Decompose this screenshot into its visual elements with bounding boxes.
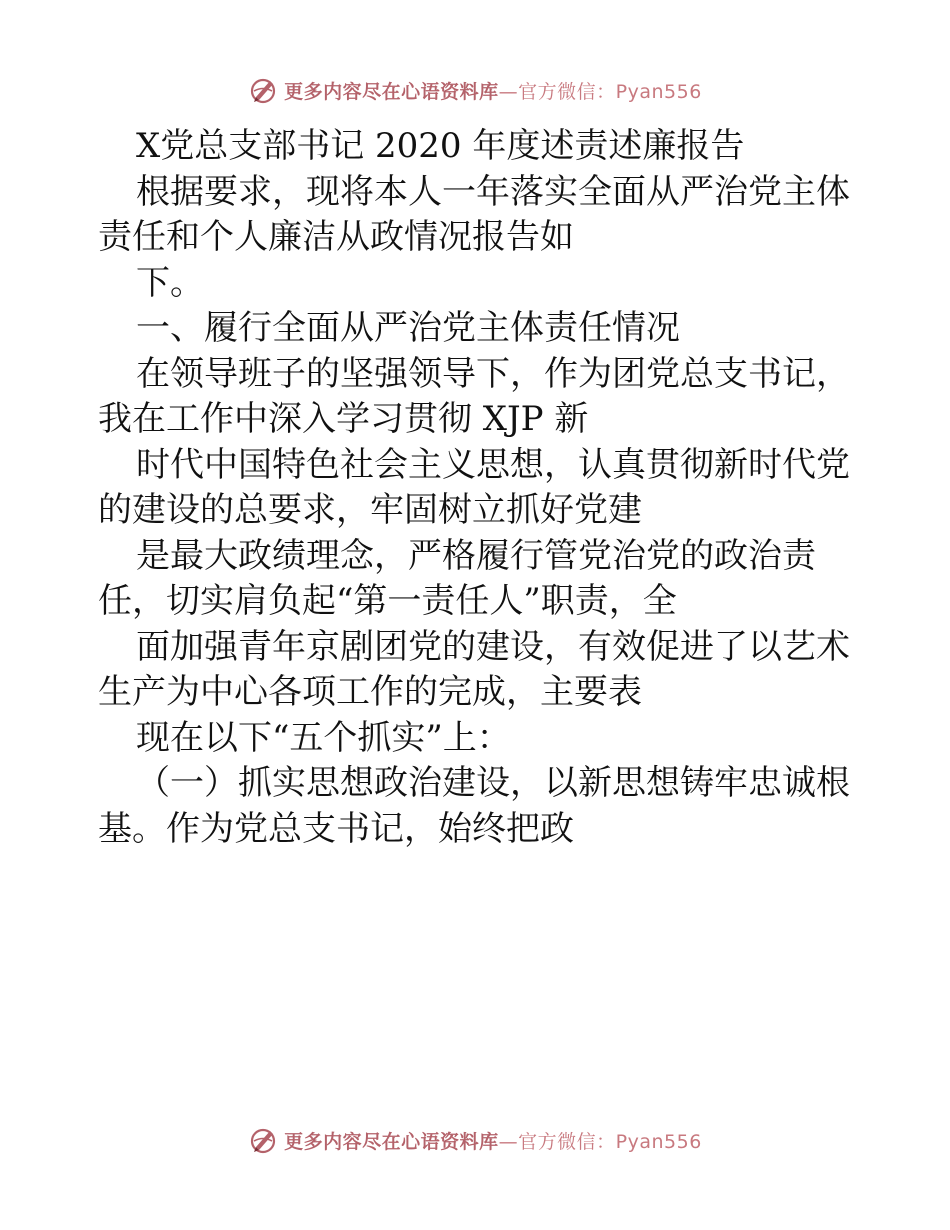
paragraph-line: 是最大政绩理念，严格履行管党治党的政治责 — [136, 535, 816, 576]
watermark-site-text: 更多内容尽在心语资料库 — [284, 1130, 499, 1153]
paragraph-line: 现在以下“五个抓实”上： — [136, 717, 511, 758]
footer-watermark — [0, 1120, 950, 1160]
subsection-heading: （一）抓实思想政治建设，以新思想铸牢忠诚根 — [136, 763, 850, 803]
watermark-contact-text: —官方微信：Pyan556 — [498, 80, 702, 103]
paragraph-line: 基。作为党总支书记，始终把政 — [98, 808, 574, 849]
section-heading: 一、履行全面从严治党主体责任情况 — [136, 308, 680, 348]
paragraph-line: 在领导班子的坚强领导下，作为团党总支书记， — [136, 353, 850, 394]
document-body — [98, 124, 878, 852]
paragraph-line: 责任和个人廉洁从政情况报告如 — [98, 217, 574, 257]
pen-globe-logo-icon — [248, 1124, 280, 1156]
paragraph-line: 时代中国特色社会主义思想，认真贯彻新时代党 — [136, 444, 850, 485]
watermark-contact-text: —官方微信：Pyan556 — [498, 1130, 702, 1153]
header-watermark — [0, 70, 950, 110]
paragraph-line: 面加强青年京剧团党的建设，有效促进了以艺术 — [136, 626, 850, 667]
paragraph-line: 我在工作中深入学习贯彻 XJP 新 — [98, 399, 589, 439]
pen-globe-logo-icon — [248, 74, 280, 106]
watermark-site-text: 更多内容尽在心语资料库 — [284, 80, 499, 103]
paragraph-line: 下。 — [136, 262, 204, 303]
paragraph-line: 生产为中心各项工作的完成，主要表 — [98, 672, 642, 712]
paragraph-line: 的建设的总要求，牢固树立抓好党建 — [98, 490, 642, 530]
paragraph-line: 根据要求，现将本人一年落实全面从严治党主体 — [136, 171, 850, 212]
paragraph-line: 任，切实肩负起“第一责任人”职责，全 — [98, 581, 677, 621]
document-title: X党总支部书记 2020 年度述责述廉报告 — [136, 126, 745, 166]
